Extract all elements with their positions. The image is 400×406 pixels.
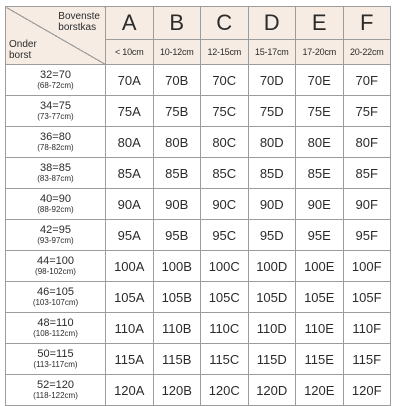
size-cell: 110C — [201, 313, 249, 344]
band-range-label: (98-102cm) — [35, 266, 76, 276]
table-row — [6, 189, 391, 220]
size-cell: 85F — [343, 158, 391, 189]
band-size-label: 44=100 — [36, 255, 74, 268]
band-size-label: 42=95 — [40, 224, 71, 237]
size-cell: 75D — [248, 96, 296, 127]
cup-range-e: 17-20cm — [296, 40, 344, 65]
table-row — [6, 220, 391, 251]
band-size-label: 46=105 — [36, 286, 74, 299]
underbust-label: Onder borst — [9, 39, 37, 61]
size-chart — [5, 6, 391, 406]
cup-range-f: 20-22cm — [343, 40, 391, 65]
cup-letter-b: B — [153, 7, 201, 40]
size-cell: 105F — [343, 282, 391, 313]
band-size-label: 52=120 — [36, 379, 74, 392]
size-cell: 80A — [106, 127, 154, 158]
size-cell: 105A — [106, 282, 154, 313]
size-cell: 95C — [201, 220, 249, 251]
size-cell: 100D — [248, 251, 296, 282]
size-cell: 70A — [106, 65, 154, 96]
size-cell: 80D — [248, 127, 296, 158]
band-range-label: (73-77cm) — [37, 111, 74, 121]
size-cell: 110B — [153, 313, 201, 344]
size-cell: 90A — [106, 189, 154, 220]
band-range-label: (93-97cm) — [37, 235, 74, 245]
band-size-cell — [6, 344, 106, 375]
size-cell: 90F — [343, 189, 391, 220]
size-cell: 95B — [153, 220, 201, 251]
size-cell: 90E — [296, 189, 344, 220]
size-cell: 100C — [201, 251, 249, 282]
band-size-cell — [6, 313, 106, 344]
cup-range-c: 12-15cm — [201, 40, 249, 65]
cup-letter-row — [6, 7, 391, 40]
size-cell: 100F — [343, 251, 391, 282]
size-cell: 115F — [343, 344, 391, 375]
cup-letter-a: A — [106, 7, 154, 40]
table-row — [6, 65, 391, 96]
size-cell: 115A — [106, 344, 154, 375]
size-cell: 80E — [296, 127, 344, 158]
size-cell: 105D — [248, 282, 296, 313]
band-size-label: 40=90 — [40, 193, 71, 206]
size-cell: 120D — [248, 375, 296, 406]
size-cell: 120B — [153, 375, 201, 406]
size-cell: 110D — [248, 313, 296, 344]
size-cell: 105E — [296, 282, 344, 313]
band-range-label: (88-92cm) — [37, 204, 74, 214]
bra-size-table — [5, 6, 391, 406]
band-size-cell — [6, 220, 106, 251]
band-range-label: (68-72cm) — [37, 80, 74, 90]
size-cell: 70B — [153, 65, 201, 96]
size-cell: 110F — [343, 313, 391, 344]
size-cell: 105C — [201, 282, 249, 313]
table-row — [6, 344, 391, 375]
size-cell: 95A — [106, 220, 154, 251]
band-size-cell — [6, 189, 106, 220]
corner-header-cell — [6, 7, 106, 65]
size-cell: 110A — [106, 313, 154, 344]
table-row — [6, 313, 391, 344]
bust-label: Bovenste borstkas — [58, 11, 100, 33]
size-cell: 75B — [153, 96, 201, 127]
band-size-cell — [6, 158, 106, 189]
band-size-cell — [6, 127, 106, 158]
size-cell: 120A — [106, 375, 154, 406]
band-size-cell — [6, 375, 106, 406]
size-cell: 75C — [201, 96, 249, 127]
size-cell: 70F — [343, 65, 391, 96]
size-cell: 120C — [201, 375, 249, 406]
cup-letter-e: E — [296, 7, 344, 40]
band-range-label: (108-112cm) — [33, 328, 78, 338]
size-cell: 85E — [296, 158, 344, 189]
table-row — [6, 96, 391, 127]
size-cell: 80C — [201, 127, 249, 158]
band-size-label: 36=80 — [40, 131, 71, 144]
size-cell: 120E — [296, 375, 344, 406]
cup-range-a: < 10cm — [106, 40, 154, 65]
size-cell: 85D — [248, 158, 296, 189]
band-range-label: (113-117cm) — [33, 359, 78, 369]
size-cell: 75E — [296, 96, 344, 127]
size-cell: 105B — [153, 282, 201, 313]
table-row — [6, 375, 391, 406]
band-range-label: (118-122cm) — [33, 390, 78, 400]
band-size-label: 48=110 — [37, 317, 74, 330]
size-cell: 90B — [153, 189, 201, 220]
size-cell: 70D — [248, 65, 296, 96]
cup-letter-d: D — [248, 7, 296, 40]
table-row — [6, 251, 391, 282]
size-cell: 85B — [153, 158, 201, 189]
band-size-cell — [6, 282, 106, 313]
band-size-label: 38=85 — [40, 162, 71, 175]
size-cell: 75A — [106, 96, 154, 127]
size-cell: 75F — [343, 96, 391, 127]
table-row — [6, 158, 391, 189]
band-size-label: 32=70 — [40, 69, 71, 82]
size-cell: 115B — [153, 344, 201, 375]
size-cell: 115C — [201, 344, 249, 375]
band-size-label: 34=75 — [40, 100, 71, 113]
size-cell: 70C — [201, 65, 249, 96]
size-cell: 90C — [201, 189, 249, 220]
band-range-label: (103-107cm) — [32, 297, 79, 307]
band-size-cell — [6, 65, 106, 96]
size-cell: 115E — [296, 344, 344, 375]
band-range-label: (83-87cm) — [37, 173, 74, 183]
band-size-label: 50=115 — [37, 348, 74, 361]
cup-range-b: 10-12cm — [153, 40, 201, 65]
size-cell: 120F — [343, 375, 391, 406]
size-cell: 95F — [343, 220, 391, 251]
size-cell: 100B — [153, 251, 201, 282]
size-cell: 90D — [248, 189, 296, 220]
size-cell: 70E — [296, 65, 344, 96]
size-cell: 95D — [248, 220, 296, 251]
cup-range-d: 15-17cm — [248, 40, 296, 65]
size-cell: 100A — [106, 251, 154, 282]
band-range-label: (78-82cm) — [37, 142, 74, 152]
size-cell: 85C — [201, 158, 249, 189]
size-cell: 85A — [106, 158, 154, 189]
table-row — [6, 282, 391, 313]
size-cell: 100E — [296, 251, 344, 282]
band-size-cell — [6, 251, 106, 282]
size-cell: 80B — [153, 127, 201, 158]
size-cell: 95E — [296, 220, 344, 251]
size-cell: 80F — [343, 127, 391, 158]
size-cell: 115D — [248, 344, 296, 375]
cup-letter-c: C — [201, 7, 249, 40]
size-cell: 110E — [296, 313, 344, 344]
cup-letter-f: F — [343, 7, 391, 40]
band-size-cell — [6, 96, 106, 127]
table-row — [6, 127, 391, 158]
